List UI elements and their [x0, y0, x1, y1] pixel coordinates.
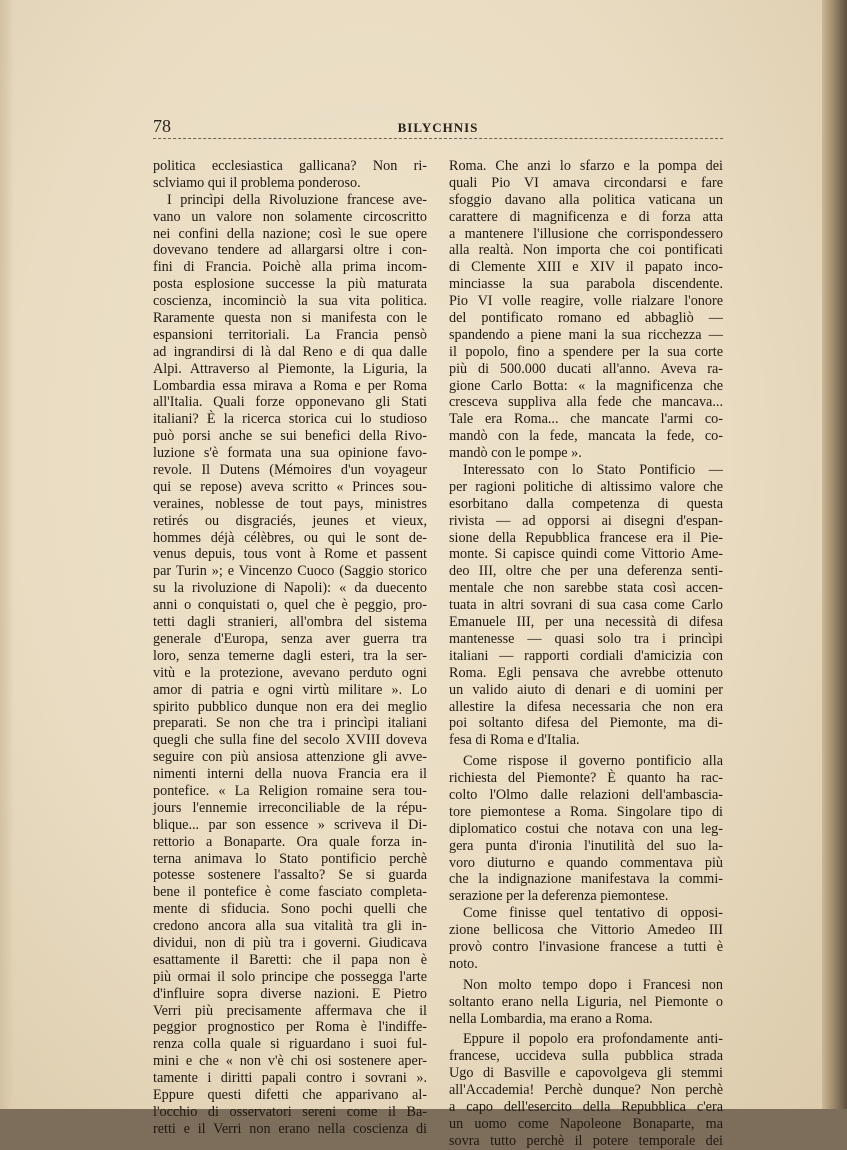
text-line: potesse sostenere l'assalto? Se si guarda	[153, 867, 427, 884]
text-line: voro diuturno e quando commentava più	[449, 854, 723, 871]
text-line: rettorio a Bonaparte. Ora quale forza in-	[153, 833, 427, 850]
text-line: d'influire sopra diverse nazioni. E Pietro	[153, 985, 427, 1002]
text-line: Lombardia essa mirava a Roma e per Roma	[153, 377, 427, 394]
text-line: fini di Francia. Poichè alla prima incom-	[153, 259, 427, 276]
text-line: terna animava lo Stato pontificio perchè	[153, 850, 427, 867]
text-line: blique... par son essence » scriveva il Di-	[153, 816, 427, 833]
page-header	[153, 112, 723, 138]
text-line: zione bellicosa che Vittorio Amedeo III	[449, 922, 723, 939]
text-line: veraines, noblesse de tout pays, ministres	[153, 495, 427, 512]
text-line: Emanuele III, per una necessità di difesa	[449, 614, 723, 631]
text-line: Eppure il popolo era profondamente anti-	[463, 1031, 723, 1048]
text-line: italiani? È la ricerca storica cui lo studioso	[153, 411, 427, 428]
header-rule	[153, 138, 723, 139]
text-line: luzione s'è formata una sua opinione favo-	[153, 445, 427, 462]
text-line: anni o conquistati o, quel che è peggio, pro-	[153, 597, 427, 614]
text-line: cresceva suppliva alla fede che mancava...	[449, 394, 723, 411]
text-line: sovra tutto perchè il potere temporale dei	[449, 1132, 723, 1149]
text-line: I princìpi della Rivoluzione francese ave-	[167, 191, 427, 208]
text-line: mente di sfiducia. Sono pochi quelli che	[153, 901, 427, 918]
text-line: Pio VI volle reagire, volle rialzare l'onore	[449, 293, 723, 310]
text-line: a mantenere l'illusione che corrispondessero	[449, 225, 723, 242]
text-line: loro, senza temerne dagli esteri, tra la ser-	[153, 647, 427, 664]
text-line: deo III, oltre che per una deferenza senti-	[449, 563, 723, 580]
text-line: il popolo, fino a spendere per la sua corte	[449, 343, 723, 360]
text-line: mandò con le pompe ».	[449, 445, 582, 462]
text-line: espansioni territoriali. La Francia pensò	[153, 326, 427, 343]
text-line: a capo dell'esercito della Repubblica c'era	[449, 1098, 723, 1115]
page-number: 78	[153, 116, 171, 136]
text-line: nei confini della nazione; così le sue opere	[153, 225, 427, 242]
text-line: rivista — ad opporsi ai disegni d'espan-	[449, 512, 723, 529]
page-edge	[822, 0, 847, 1109]
text-line: hommes déjà célèbres, ou qui le sont de-	[153, 529, 427, 546]
text-line: spirito pubblico dunque non era dei meglio	[153, 698, 427, 715]
text-line: all'Accademia! Perchè dunque? Non perchè	[449, 1082, 723, 1099]
text-line: mantenesse — quasi solo tra i princìpi	[449, 630, 723, 647]
text-line: Alpi. Attraverso al Piemonte, la Liguria, la	[153, 360, 427, 377]
text-line: Come rispose il governo pontificio alla	[463, 753, 723, 770]
text-line: nimenti interni della nuova Francia era il	[153, 766, 427, 783]
text-line: Ugo di Basville e capovolgeva gli stemmi	[449, 1065, 723, 1082]
text-line: retirés ou disgraciés, jeunes et vieux,	[153, 512, 427, 529]
text-line: Raramente questa non si manifesta con le	[153, 310, 427, 327]
text-line: credono ancora alla sua vitalità tra gli in-	[153, 918, 427, 935]
text-line: preparati. Se non che tra i princìpi italiani	[153, 715, 427, 732]
text-line: del pontificato romano ed abbagliò —	[449, 310, 723, 327]
text-line: retti e il Verri non erano nella coscienza di	[153, 1120, 427, 1137]
text-line: amor di patria e ogni virtù militare ». Lo	[153, 681, 427, 698]
text-line: jours l'ennemie irreconciliable de la répu-	[153, 799, 427, 816]
text-line: mini e che « non v'è chi osi sostenere aper-	[153, 1053, 427, 1070]
text-line: tetti dagli stranieri, all'ombra del sistema	[153, 614, 427, 631]
text-line: renza colla quale si riguardano i suoi ful-	[153, 1036, 427, 1053]
text-line: può porsi anche se sui benefici della Rivo-	[153, 428, 427, 445]
text-line: alla realtà. Non importa che coi pontificati	[449, 242, 723, 259]
text-line: per ragioni politiche di altissimo valore che	[449, 478, 723, 495]
text-line: generale d'Europa, senza aver guerra tra	[153, 630, 427, 647]
text-line: gione Carlo Botta: « la magnificenza che	[449, 377, 723, 394]
text-line: più di 500.000 ducati all'anno. Aveva ra-	[449, 360, 723, 377]
text-line: vano un valore non solamente circoscritto	[153, 208, 427, 225]
text-line: gera punta d'ironia l'inutilità del suo la-	[449, 837, 723, 854]
text-line: qui se repose) aveva scritto « Princes sou-	[153, 478, 427, 495]
text-line: sclviamo qui il problema ponderoso.	[153, 174, 361, 191]
text-line: Roma. Egli pensava che avrebbe ottenuto	[449, 664, 723, 681]
text-line: richiesta del Piemonte? È quanto ha rac-	[449, 770, 723, 787]
text-line: allestire la difesa necessaria che non era	[449, 698, 723, 715]
text-line: un valido aiuto di denari e di uomini per	[449, 681, 723, 698]
text-line: noto.	[449, 955, 478, 972]
text-line: tuata in altri sovrani di sua casa come Carlo	[449, 597, 723, 614]
text-line: bene il pontefice è come fasciato completa-	[153, 884, 427, 901]
text-line: sfoggio davano alla politica vaticana un	[449, 191, 723, 208]
left-column	[153, 158, 427, 1138]
text-line: par Turin »; e Vincenzo Cuoco (Saggio storico	[153, 563, 427, 580]
text-line: quegli che sulla fine del secolo XVIII doveva	[153, 732, 427, 749]
text-line: monte. Si capisce quindi come Vittorio Ame-	[449, 546, 723, 563]
text-line: Tale era Roma... che mancate l'armi co-	[449, 411, 723, 428]
running-head: BILYCHNIS	[397, 120, 479, 135]
text-line: tore piemontese a Roma. Singolare tipo di	[449, 803, 723, 820]
text-line: tamente i diritti papali contro i sovrani ».	[153, 1070, 427, 1087]
text-line: Verri più precisamente affermava che il	[153, 1002, 427, 1019]
text-line: serazione per la deferenza piemontese.	[449, 888, 669, 905]
text-line: un uomo come Napoleone Bonaparte, ma	[449, 1115, 723, 1132]
text-line: dovevano tendere ad allargarsi oltre i con-	[153, 242, 427, 259]
text-line: esorbitano dalla competenza di questa	[449, 495, 723, 512]
text-line: Non molto tempo dopo i Francesi non	[463, 976, 723, 993]
text-line: peggior prognostico per Roma è l'indiffe-	[153, 1019, 427, 1036]
text-line: diplomatico costui che notava con una leg-	[449, 820, 723, 837]
text-line: più ormai il solo principe che possegga l'arte	[153, 968, 427, 985]
text-line: quali Pio VI amava circondarsi e fare	[449, 174, 723, 191]
text-line: di Clemente XIII e XIV il papato inco-	[449, 259, 723, 276]
text-line: vitù e la protezione, avevano perduto ogni	[153, 664, 427, 681]
text-line: Come finisse quel tentativo di opposi-	[463, 905, 723, 922]
text-line: colto l'Olmo dalle relazioni dell'ambascia-	[449, 786, 723, 803]
text-line: francese, uccideva sulla pubblica strada	[449, 1048, 723, 1065]
text-line: italiani — rapporti cordiali d'amicizia con	[449, 647, 723, 664]
text-line: minciasse la sua parabola discendente.	[449, 276, 723, 293]
text-line: dividui, non di più tra i governi. Giudicava	[153, 934, 427, 951]
text-line: politica ecclesiastica gallicana? Non ri-	[153, 158, 427, 174]
text-line: soltanto erano nella Liguria, nel Piemonte o	[449, 993, 723, 1010]
page-binding-shadow	[0, 0, 14, 1109]
text-line: provò contro l'invasione francese a tutti è	[449, 938, 723, 955]
text-line: all'Italia. Quali forze opponevano gli Stati	[153, 394, 427, 411]
text-line: ad ingrandirsi di là dal Reno e di qua dalle	[153, 343, 427, 360]
text-line: nella Lombardia, ma erano a Roma.	[449, 1010, 653, 1027]
text-line: posta esplosione successe la più maturata	[153, 276, 427, 293]
text-line: pontefice. « La Religion romaine sera tou-	[153, 782, 427, 799]
text-line: fesa di Roma e d'Italia.	[449, 732, 580, 749]
text-line: seguire con più ansiosa attenzione gli avve-	[153, 749, 427, 766]
text-line: mandò con la fede, mancata la fede, co-	[449, 428, 723, 445]
text-line: esattamente il Baretti: che il papa non è	[153, 951, 427, 968]
text-line: mentale che non sarebbe stata così accen-	[449, 580, 723, 597]
text-line: revole. Il Dutens (Mémoires d'un voyageur	[153, 462, 427, 479]
text-line: Interessato con lo Stato Pontificio —	[463, 462, 723, 479]
text-line: che la indignazione manifestava la commi-	[449, 871, 723, 888]
text-line: venus depuis, tous vont à Rome et passent	[153, 546, 427, 563]
text-line: spandendo a piene mani la sua ricchezza —	[449, 326, 723, 343]
text-line: Roma. Che anzi lo sfarzo e la pompa dei	[449, 158, 723, 174]
right-column	[449, 158, 723, 1150]
text-line: su la rivoluzione di Napoli): « da duecento	[153, 580, 427, 597]
text-line: Eppure questi difetti che apparivano al-	[153, 1086, 427, 1103]
text-line: coscienza, incominciò la sua vita politica.	[153, 293, 427, 310]
text-line: poi soltanto difesa del Piemonte, ma di-	[449, 715, 723, 732]
text-line: carattere di magnificenza e di forza atta	[449, 208, 723, 225]
text-line: sione della Repubblica francese era il Pie-	[449, 529, 723, 546]
text-line: l'occhio di osservatori sereni come il Ba-	[153, 1103, 427, 1120]
